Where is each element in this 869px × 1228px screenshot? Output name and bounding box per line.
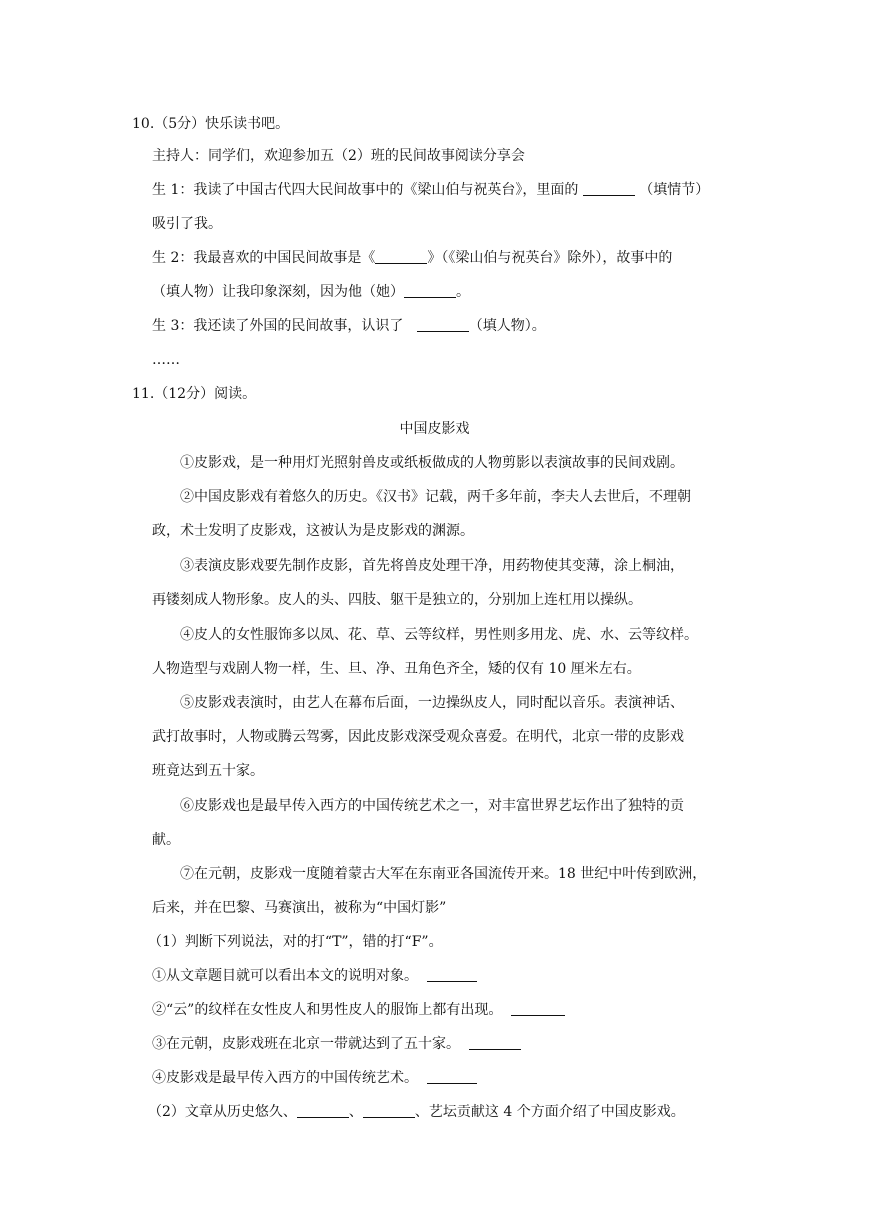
- answer-blank-aspect-2[interactable]: [297, 1103, 349, 1118]
- q10-student2-line: 生 2：我最喜欢的中国民间故事是《 》（《梁山伯与祝英台》除外），故事中的: [152, 250, 673, 266]
- judgement-3: ③在元朝，皮影戏班在北京一带就达到了五十家。: [152, 1034, 521, 1054]
- paragraph-1: ①皮影戏，是一种用灯光照射兽皮或纸板做成的人物剪影以表演故事的民间戏剧。: [180, 455, 684, 471]
- answer-blank-judgement-3[interactable]: [469, 1035, 521, 1050]
- q10-student3-line: 生 3：我还读了外国的民间故事，认识了 （填人物）。: [152, 318, 546, 334]
- article-title: 中国皮影戏: [399, 421, 470, 437]
- answer-blank-reason[interactable]: [404, 283, 456, 298]
- answer-blank-character[interactable]: [417, 317, 469, 332]
- answer-blank-aspect-3[interactable]: [363, 1103, 415, 1118]
- answer-blank-story[interactable]: [375, 249, 427, 264]
- q10-student2-cont: （填人物）让我印象深刻，因为他（她） 。: [152, 284, 470, 300]
- paragraph-7-line1: ⑦在元朝，皮影戏一度随着蒙古大军在东南亚各国流传开来。18 世纪中叶传到欧洲，: [180, 866, 707, 882]
- q10-ellipsis: ……: [152, 352, 180, 368]
- answer-blank-judgement-1[interactable]: [427, 967, 477, 982]
- paragraph-6-line1: ⑥皮影戏也是最早传入西方的中国传统艺术之一，对丰富世界艺坛作出了独特的贡: [180, 798, 684, 814]
- sub-question-2: （2）文章从历史悠久、 、 、艺坛贡献这 4 个方面介绍了中国皮影戏。: [148, 1104, 685, 1120]
- paragraph-5-line3: 班竟达到五十家。: [152, 763, 264, 779]
- paragraph-5-line1: ⑤皮影戏表演时，由艺人在幕布后面，一边操纵皮人，同时配以音乐。表演神话、: [180, 695, 684, 711]
- sub-question-1: （1）判断下列说法，对的打“T”，错的打“F”。: [148, 934, 443, 950]
- paragraph-6-line2: 献。: [152, 832, 180, 848]
- q10-student1-cont: 吸引了我。: [152, 216, 222, 232]
- answer-blank-judgement-4[interactable]: [427, 1069, 477, 1084]
- paragraph-3-line1: ③表演皮影戏要先制作皮影，首先将兽皮处理干净，用药物使其变薄，涂上桐油，: [180, 558, 684, 574]
- q10-student1-line: 生 1：我读了中国古代四大民间故事中的《梁山伯与祝英台》，里面的 （填情节）: [152, 182, 710, 198]
- paragraph-3-line2: 再镂刻成人物形象。皮人的头、四肢、躯干是独立的，分别加上连杠用以操纵。: [152, 592, 642, 608]
- paragraph-4-line2: 人物造型与戏剧人物一样，生、旦、净、丑角色齐全，矮的仅有 10 厘米左右。: [152, 661, 641, 677]
- paragraph-5-line2: 武打故事时，人物或腾云驾雾，因此皮影戏深受观众喜爱。在明代，北京一带的皮影戏: [152, 729, 684, 745]
- paragraph-7-line2: 后来，并在巴黎、马赛演出，被称为“中国灯影”: [152, 900, 447, 916]
- q11-heading: 11.（12分）阅读。: [132, 386, 257, 402]
- judgement-2: ②“云”的纹样在女性皮人和男性皮人的服饰上都有出现。: [152, 1000, 565, 1020]
- q10-host-line: 主持人：同学们，欢迎参加五（2）班的民间故事阅读分享会: [152, 148, 525, 164]
- answer-blank-judgement-2[interactable]: [511, 1001, 565, 1016]
- answer-blank-plot[interactable]: [583, 181, 635, 196]
- paragraph-4-line1: ④皮人的女性服饰多以凤、花、草、云等纹样，男性则多用龙、虎、水、云等纹样。: [180, 627, 698, 643]
- paragraph-2-line2: 政，术士发明了皮影戏，这被认为是皮影戏的渊源。: [152, 523, 474, 539]
- paragraph-2-line1: ②中国皮影戏有着悠久的历史。《汉书》记载，两千多年前，李夫人去世后，不理朝: [180, 489, 691, 505]
- judgement-4: ④皮影戏是最早传入西方的中国传统艺术。: [152, 1068, 477, 1088]
- q10-heading: 10.（5分）快乐读书吧。: [132, 116, 290, 132]
- judgement-1: ①从文章题目就可以看出本文的说明对象。: [152, 966, 477, 986]
